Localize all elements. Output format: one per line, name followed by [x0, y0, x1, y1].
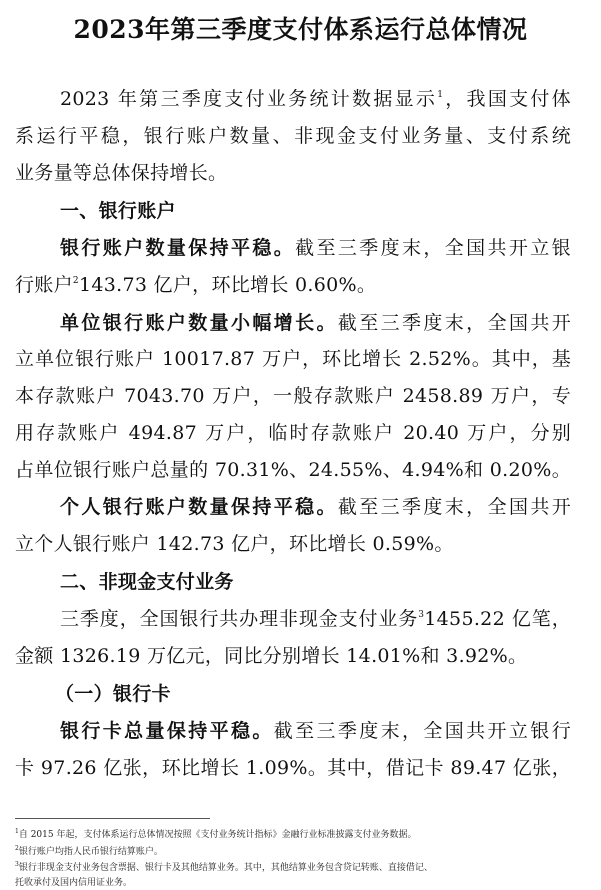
intro-line-3: 业务量等总体保持增长。 [15, 162, 228, 184]
footnote-2 [15, 845, 586, 859]
footnote-text: 银行账户均指人民币银行结算账户。 [18, 847, 163, 857]
bold-lead: 单位银行账户数量小幅增长。 [60, 312, 338, 334]
paragraph-line: 占单位银行账户总量的 70.31%、24.55%、4.94%和 0.20%。 [15, 459, 571, 481]
paragraph-line [60, 606, 571, 632]
footnote-text: 托收承付及国内信用证业务。 [15, 878, 133, 888]
footnote-ref[interactable]: 2 [72, 276, 79, 286]
paragraph-line [60, 494, 571, 520]
footnote-divider [15, 818, 210, 819]
section-heading-accounts: 一、银行账户 [60, 200, 176, 222]
footnote-text: 自 2015 年起，支付体系运行总体情况按照《支付业务统计指标》金融行业标准披露支付业务数据。 [18, 830, 417, 840]
subsection-heading-bank-cards: （一）银行卡 [55, 683, 171, 705]
paragraph-line [60, 235, 571, 261]
paragraph-line: 金额 1326.19 万亿元，同比分别增长 14.01%和 3.92%。 [15, 645, 528, 667]
intro-line-1 [60, 86, 571, 112]
bold-lead: 个人银行账户数量保持平稳。 [60, 496, 338, 518]
footnote-ref[interactable]: 1 [437, 90, 444, 100]
paragraph-text: 截至三季度末，全国共开 [337, 496, 571, 518]
footnote-mark: 1 [15, 828, 19, 835]
footnote-3-continued [15, 876, 586, 890]
section-heading-noncash: 二、非现金支付业务 [60, 571, 234, 593]
footnote-1 [15, 828, 586, 842]
footnote-text: 银行非现金支付业务包含票据、银行卡及其他结算业务。其中，其他结算业务包含贷记转账、直接借记、 [18, 863, 433, 873]
paragraph-line: 卡 97.26 亿张，环比增长 1.09%。其中，借记卡 89.47 亿张， [15, 757, 571, 779]
footnote-mark: 2 [15, 845, 19, 852]
paragraph-text: 截至三季度末，全国共开立银行 [273, 720, 571, 742]
paragraph-text: 143.73 亿户，环比增长 0.60%。 [78, 274, 377, 296]
intro-line-2: 系运行平稳，银行账户数量、非现金支付业务量、支付系统 [15, 125, 571, 147]
paragraph-text: 行账户 [15, 274, 73, 296]
intro-text: 2023 年第三季度支付业务统计数据显示 [60, 88, 438, 110]
page-title: 2023年第三季度支付体系运行总体情况 [73, 15, 528, 44]
paragraph-text: 1455.22 亿笔， [424, 608, 571, 630]
paragraph-line: 用存款账户 494.87 万户，临时存款账户 20.40 万户，分别 [15, 422, 571, 444]
paragraph-line: 立个人银行账户 142.73 亿户，环比增长 0.59%。 [15, 533, 454, 555]
paragraph-line: 立单位银行账户 10017.87 万户，环比增长 2.52%。其中，基 [15, 348, 571, 370]
paragraph-line [60, 310, 571, 336]
footnote-3 [15, 861, 586, 875]
intro-text: ，我国支付体 [443, 88, 571, 110]
footnote-mark: 3 [15, 861, 19, 868]
paragraph-line [60, 718, 571, 744]
footnote-ref[interactable]: 3 [418, 610, 425, 620]
bold-lead: 银行账户数量保持平稳。 [60, 237, 296, 259]
paragraph-line [15, 272, 571, 298]
paragraph-line: 本存款账户 7043.70 万户，一般存款账户 2458.89 万户，专 [15, 385, 571, 407]
paragraph-text: 三季度，全国银行共办理非现金支付业务 [60, 608, 419, 630]
bold-lead: 银行卡总量保持平稳。 [60, 720, 274, 742]
paragraph-text: 截至三季度末，全国共开立银 [295, 237, 571, 259]
paragraph-text: 截至三季度末，全国共开 [337, 312, 571, 334]
